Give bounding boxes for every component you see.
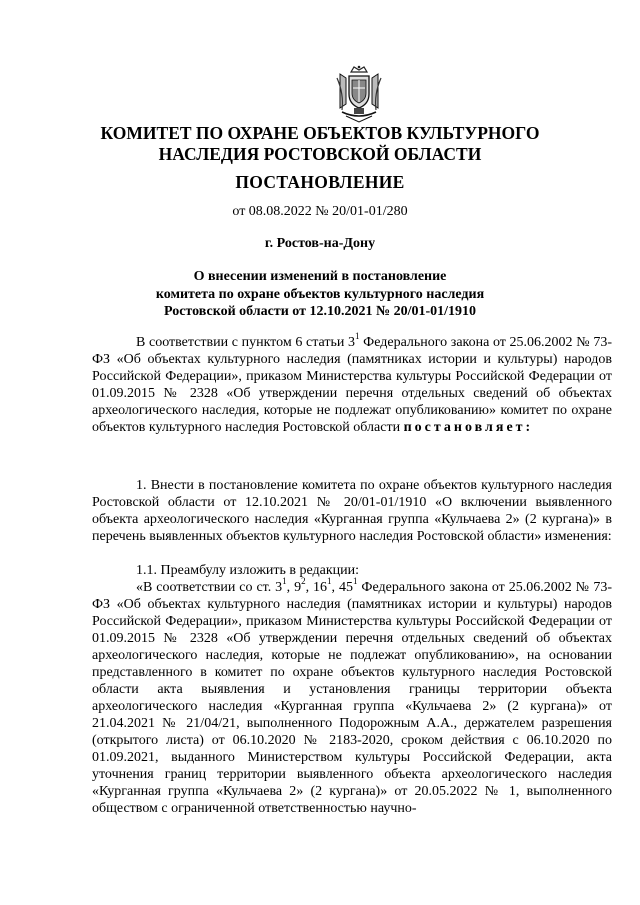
item-1-paragraph: 1. Внести в постановление комитета по охране объектов культурного наследия Ростовской области от 12.10.2021 № 20/01-01/1910 «О включении выявленного объекта археологического наследия «Курганная группа «Кульчаева 2» (2 кургана)» в перечень выявленных объектов культурного наследия Ростовской области» изменения: [92,478,612,544]
subject-line-3: Ростовской области от 12.10.2021 № 20/01-01/1910 [163,304,477,319]
document-date-number: от 08.08.2022 № 20/01-01/280 [232,204,408,219]
committee-line-1: КОМИТЕТ ПО ОХРАНЕ ОБЪЕКТОВ КУЛЬТУРНОГО [100,123,540,143]
document-city: г. Ростов-на-Дону [264,236,376,251]
intro-paragraph: В соответствии с пунктом 6 статьи $3^1$ Федерального закона от 25.06.2002 № 73-ФЗ «Об объектах культурного наследия (памятниках истории и культуры) народов Российской Федерации», приказом Министерства культуры Российской Федерации от 01.09.2015 № 2328 «Об утверждении перечня отдельных сведений об объектах археологического наследия, которые не подлежат опубликованию» комитет по охране объектов культурного наследия Ростовской области постановляет: [92,331,613,435]
committee-line-2: НАСЛЕДИЯ РОСТОВСКОЙ ОБЛАСТИ [158,144,482,164]
coat-of-arms-icon [334,64,384,124]
document-type: ПОСТАНОВЛЕНИЕ [235,172,405,192]
document-subject [0,268,640,321]
subject-line-2: комитета по охране объектов культурного наследия [155,286,485,302]
subject-line-1: О внесении изменений в постановление [193,269,447,284]
resolves-word: постановляет: [403,420,534,435]
committee-name [0,123,640,165]
preamble-quote-paragraph: «В соответствии со ст. $3^1$, $9^2$, $16^1$, $45^1$ Федерального закона от 25.06.2002 № 73-ФЗ «Об объектах культурного наследия (памятниках истории и культуры) народов Российской Федерации», приказом Министерства культуры Российской Федерации от 01.09.2015 № 2328 «Об утверждении перечня отдельных сведений об объектах археологического наследия, которые не подлежат опубликованию», на основании представленного в комитет по охране объектов культурного наследия Ростовской области акта выявления и установления границы территории объекта археологического наследия «Курганная группа «Кульчаева 2» (2 кургана)» от 21.04.2021 № 21/04/21, выполненного Подорожным А.А., держателем разрешения (открытого листа) от 06.10.2020 № 2183-2020, сроком действия с 06.10.2020 по 01.09.2021, выданного Министерством культуры Российской Федерации, акта уточнения границ территории выявленного объекта археологического наследия «Курганная группа «Кульчаева 2» (2 кургана)» от 20.05.2022 № 1, выполненного обществом с ограниченной ответственностью научно- [92,576,613,816]
item-1-1-paragraph: 1.1. Преамбулу изложить в редакции: [136,563,360,578]
